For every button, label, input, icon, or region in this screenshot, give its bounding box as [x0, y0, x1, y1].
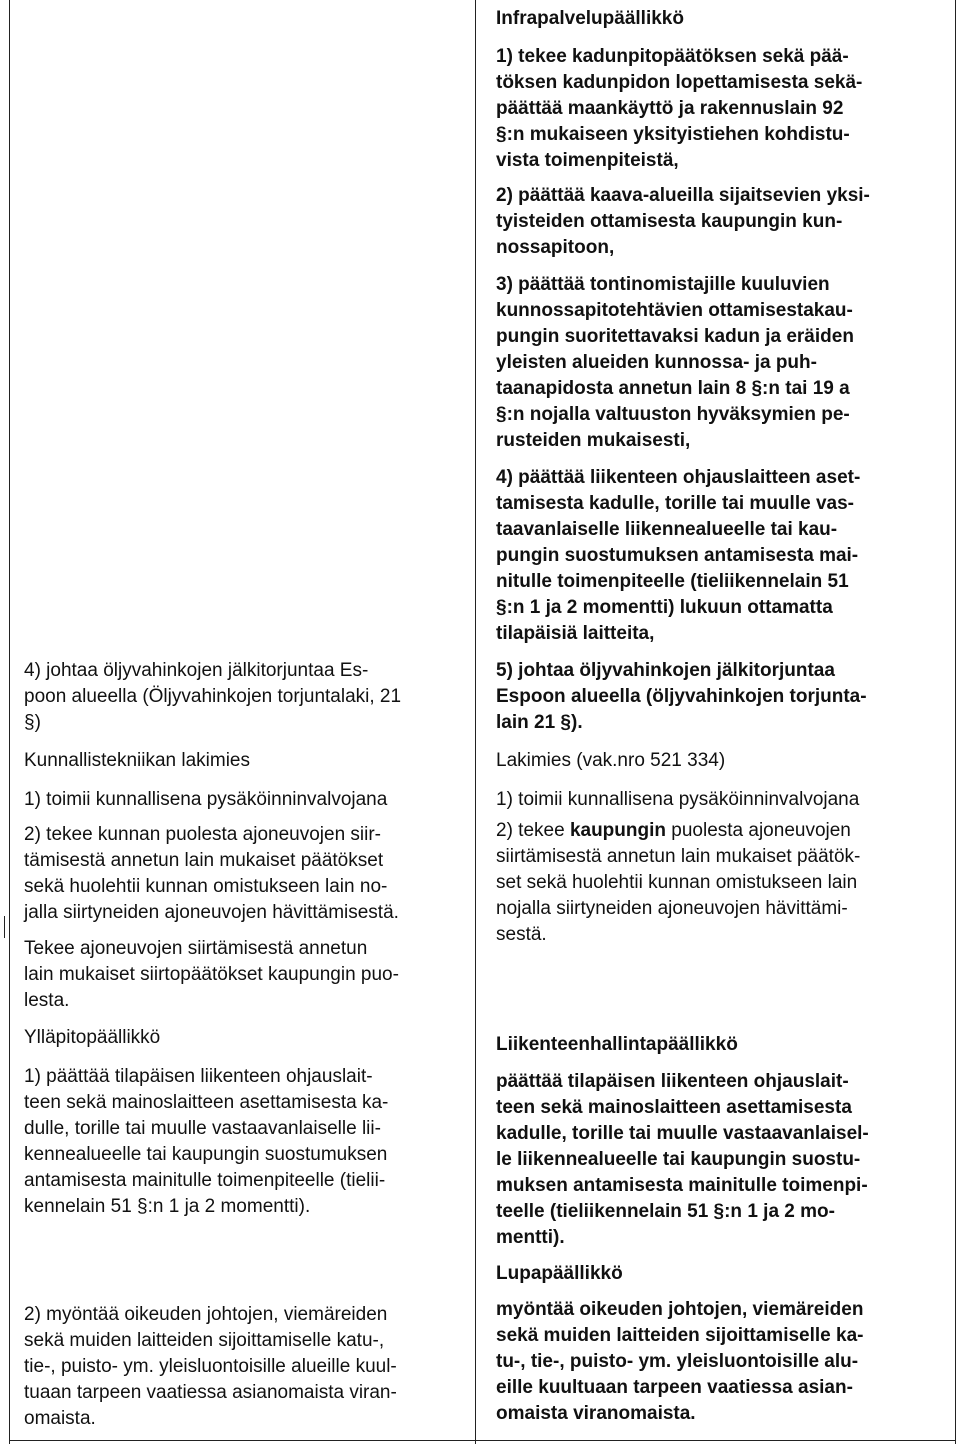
left-yllapito-item-2: 2) myöntää oikeuden johtojen, viemäreiden sekä muiden laitteiden sijoittamiselle katu-, tie-, puisto- ym. yleisluontoisille alueille kuul- tuaan tarpeen vaatiessa asianomaista viran- omaista. [24, 1304, 397, 1429]
right-liikenne-text: päättää tilapäisen liikenteen ohjauslait- teen sekä mainoslaitteen asettamisesta kadulle, torille tai muulle vastaavanlaisel- le liikennealueelle tai kaupungin suostu- muksen antamisesta mainitulle toimenpi- teelle (tieliikennelain 51 §:n 1 ja 2 mo- mentti). [496, 1071, 869, 1248]
column-divider [475, 0, 476, 1444]
right-infra-item-5: 5) johtaa öljyvahinkojen jälkitorjuntaa Espoon alueella (öljyvahinkojen torjunta- lain 21 §). [496, 660, 867, 733]
right-infra-item-2: 2) päättää kaava-alueilla sijaitsevien yksi- tyisteiden ottamisesta kaupungin kun- nossapitoon, [496, 185, 870, 258]
left-lakimies-item-2: 2) tekee kunnan puolesta ajoneuvojen siir- tämisestä annetun lain mukaiset päätökset sekä huolehtii kunnan omistukseen lain no- jalla siirtyneiden ajoneuvojen hävittämisestä. [24, 824, 399, 923]
right-lakimies-item-2 [496, 818, 860, 948]
right-lakimies-item-2-bold: kaupungin [569, 820, 666, 841]
right-infra-item-1: 1) tekee kadunpitopäätöksen sekä pää- töksen kadunpidon lopettamisesta sekä- päättää maankäyttö ja rakennuslain 92 §:n mukaiseen yksityistiehen kohdistu- vista toimenpiteistä, [496, 46, 863, 171]
right-heading-lupa: Lupapäällikkö [496, 1263, 623, 1284]
left-lakimies-item-1: 1) toimii kunnallisena pysäköinninvalvojana [24, 789, 388, 810]
left-heading-yllapito: Ylläpitopäällikkö [24, 1027, 161, 1048]
change-bar-marker [4, 916, 5, 938]
left-lakimies-extra: Tekee ajoneuvojen siirtämisestä annetun lain mukaiset siirtopäätökset kaupungin puo- lesta. [24, 938, 399, 1011]
right-lakimies-item-2-prefix: 2) tekee [496, 820, 570, 841]
right-lakimies-item-2-rest: puolesta ajoneuvojen siirtämisestä annetun lain mukaiset päätök- set sekä huolehtii kunnan omistukseen lain nojalla siirtyneiden ajoneuvojen hävittämi- sestä. [496, 820, 861, 945]
right-heading-liikenne: Liikenteenhallintapäällikkö [496, 1034, 738, 1055]
right-lupa-text: myöntää oikeuden johtojen, viemäreiden sekä muiden laitteiden sijoittamiselle ka- tu-, tie-, puisto- ym. yleisluontoisille alu- eille kuultuaan tarpeen vaatiessa asian- omaista viranomaista. [496, 1299, 864, 1424]
right-infra-item-4: 4) päättää liikenteen ohjauslaitteen aset- tamisesta kadulle, torille tai muulle vas- taavanlaiselle liikennealueelle tai kau- pungin suostumuksen antamisesta mai- nitulle toimenpiteelle (tieliikennelain 51 §:n 1 ja 2 momentti) lukuun ottamatta tilapäisiä laitteita, [496, 467, 861, 644]
right-heading-infra: Infrapalvelupäällikkö [496, 8, 684, 29]
left-heading-lakimies: Kunnallistekniikan lakimies [24, 750, 250, 771]
right-heading-lakimies: Lakimies (vak.nro 521 334) [496, 750, 726, 771]
right-lakimies-item-1: 1) toimii kunnallisena pysäköinninvalvojana [496, 789, 860, 810]
right-infra-item-3: 3) päättää tontinomistajille kuuluvien kunnossapitotehtävien ottamisestakau- pungin suoritettavaksi kadun ja eräiden yleisten alueiden kunnossa- ja puh- taanapidosta annetun lain 8 §:n tai 19 a §:n nojalla valtuuston hyväksymien pe- rusteiden mukaisesti, [496, 274, 854, 451]
left-yllapito-item-1: 1) päättää tilapäisen liikenteen ohjauslait- teen sekä mainoslaitteen asettamisesta ka- dulle, torille tai muulle vastaavanlaiselle lii- kennealueelle tai kaupungin suostumuksen antamisesta mainitulle toimenpiteelle (tielii- kennelain 51 §:n 1 ja 2 momentti). [24, 1066, 389, 1217]
table-bottom-border [9, 1440, 956, 1441]
left-item-oil-spill: 4) johtaa öljyvahinkojen jälkitorjuntaa Es- poon alueella (Öljyvahinkojen torjuntalaki, 21 §) [24, 660, 402, 733]
